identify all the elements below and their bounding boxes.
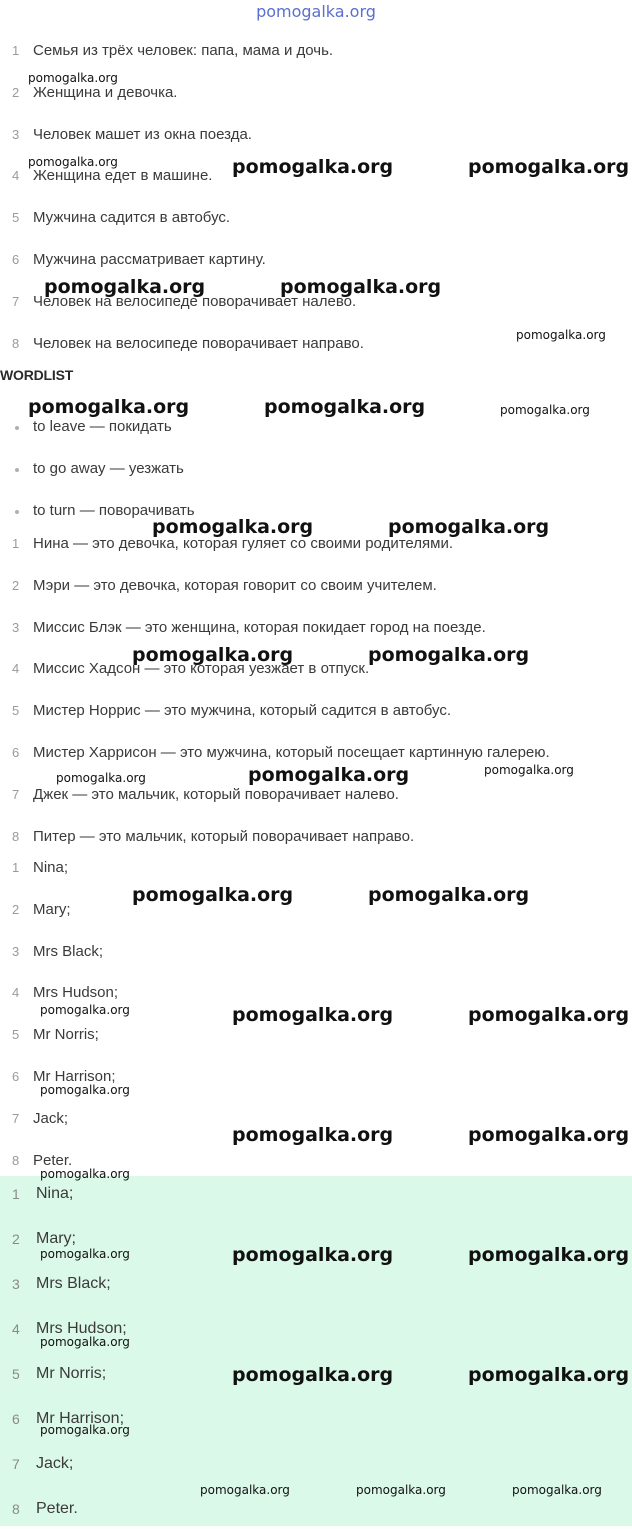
watermark: pomogalka.org bbox=[28, 396, 190, 418]
item-number: 3 bbox=[12, 943, 20, 959]
site-link[interactable]: pomogalka.org bbox=[256, 2, 376, 21]
item-text: Jack; bbox=[36, 1455, 74, 1472]
wordlist-heading: WORDLIST bbox=[0, 367, 74, 383]
list-item bbox=[0, 617, 632, 649]
list-item bbox=[0, 700, 632, 732]
item-text: Мужчина садится в автобус. bbox=[33, 209, 231, 227]
watermark: pomogalka.org bbox=[388, 516, 550, 538]
item-number: 5 bbox=[12, 1366, 20, 1382]
list-item bbox=[0, 124, 632, 156]
item-number: 2 bbox=[12, 901, 20, 917]
watermark: pomogalka.org bbox=[28, 155, 118, 169]
wordlist-text: to leave — покидать bbox=[33, 418, 172, 435]
watermark: pomogalka.org bbox=[484, 763, 574, 777]
item-text: Мэри — это девочка, которая говорит со своим учителем. bbox=[33, 576, 437, 594]
list-item bbox=[0, 207, 632, 239]
watermark: pomogalka.org bbox=[368, 644, 530, 666]
watermark: pomogalka.org bbox=[368, 884, 530, 906]
watermark: pomogalka.org bbox=[232, 156, 394, 178]
watermark: pomogalka.org bbox=[264, 396, 426, 418]
bullet-icon bbox=[15, 510, 19, 514]
item-text: Mrs Hudson; bbox=[33, 984, 119, 1002]
item-number: 7 bbox=[12, 1456, 20, 1472]
item-number: 8 bbox=[12, 335, 20, 351]
item-text: Мистер Харрисон — это мужчина, который посещает картинную галерею. bbox=[33, 744, 550, 761]
item-number: 6 bbox=[12, 252, 20, 267]
list-item bbox=[0, 941, 632, 973]
item-number: 2 bbox=[12, 1231, 20, 1247]
item-text: Mrs Hudson; bbox=[36, 1320, 127, 1337]
item-number: 4 bbox=[12, 985, 20, 1001]
item-text: Peter. bbox=[33, 1151, 73, 1169]
watermark: pomogalka.org bbox=[512, 1483, 602, 1497]
item-text: Mrs Black; bbox=[36, 1275, 111, 1292]
list-item bbox=[0, 40, 632, 72]
watermark: pomogalka.org bbox=[248, 764, 410, 786]
list-item bbox=[0, 1452, 632, 1484]
watermark: pomogalka.org bbox=[40, 1335, 130, 1349]
watermark: pomogalka.org bbox=[152, 516, 314, 538]
wordlist-text: to go away — уезжать bbox=[33, 460, 184, 477]
item-number: 2 bbox=[12, 84, 20, 100]
watermark: pomogalka.org bbox=[468, 1004, 630, 1026]
item-number: 4 bbox=[12, 661, 20, 677]
item-text: Mr Harrison; bbox=[36, 1410, 125, 1427]
item-text: Человек на велосипеде поворачивает налево. bbox=[33, 292, 357, 310]
item-text: Нина — это девочка, которая гуляет со своими родителями. bbox=[33, 535, 453, 552]
item-number: 8 bbox=[12, 1501, 20, 1517]
bullet-icon bbox=[15, 426, 19, 430]
list-item bbox=[0, 784, 632, 816]
item-number: 5 bbox=[12, 703, 20, 719]
item-number: 7 bbox=[12, 786, 20, 802]
item-number: 6 bbox=[12, 1069, 20, 1084]
watermark: pomogalka.org bbox=[232, 1004, 394, 1026]
item-text: Мужчина рассматривает картину. bbox=[33, 251, 266, 268]
watermark: pomogalka.org bbox=[468, 1124, 630, 1146]
item-number: 7 bbox=[12, 1110, 20, 1126]
item-text: Jack; bbox=[33, 1109, 69, 1127]
watermark: pomogalka.org bbox=[132, 644, 294, 666]
watermark: pomogalka.org bbox=[44, 276, 206, 298]
list-item bbox=[0, 82, 632, 114]
wordlist-item bbox=[0, 458, 632, 490]
item-text: Миссис Хадсон — это которая уезжает в отпуск. bbox=[33, 660, 370, 678]
item-text: Mary; bbox=[36, 1230, 76, 1247]
watermark: pomogalka.org bbox=[28, 71, 118, 85]
item-number: 5 bbox=[12, 210, 20, 226]
item-number: 6 bbox=[12, 1411, 20, 1427]
item-number: 1 bbox=[12, 860, 20, 875]
bullet-icon bbox=[15, 468, 19, 472]
item-text: Mr Harrison; bbox=[33, 1068, 116, 1085]
item-number: 3 bbox=[12, 1276, 20, 1292]
item-number: 8 bbox=[12, 828, 20, 844]
item-text: Женщина едет в машине. bbox=[33, 167, 213, 185]
item-number: 2 bbox=[12, 577, 20, 593]
watermark: pomogalka.org bbox=[56, 771, 146, 785]
watermark: pomogalka.org bbox=[40, 1083, 130, 1097]
item-text: Mr Norris; bbox=[36, 1365, 107, 1382]
watermark: pomogalka.org bbox=[500, 403, 590, 417]
watermark: pomogalka.org bbox=[468, 1244, 630, 1266]
item-text: Mrs Black; bbox=[33, 942, 104, 960]
watermark: pomogalka.org bbox=[468, 1364, 630, 1386]
watermark: pomogalka.org bbox=[40, 1423, 130, 1437]
list-item bbox=[0, 1182, 632, 1214]
item-text: Nina; bbox=[33, 859, 69, 876]
wordlist-item bbox=[0, 416, 632, 448]
item-number: 3 bbox=[12, 619, 20, 635]
list-item bbox=[0, 658, 632, 690]
item-number: 4 bbox=[12, 168, 20, 184]
watermark: pomogalka.org bbox=[200, 1483, 290, 1497]
wordlist-text: to turn — поворачивать bbox=[33, 502, 195, 519]
item-text: Питер — это мальчик, который поворачивает направо. bbox=[33, 827, 415, 845]
watermark: pomogalka.org bbox=[516, 328, 606, 342]
item-number: 8 bbox=[12, 1152, 20, 1168]
item-text: Человек машет из окна поезда. bbox=[33, 125, 252, 143]
item-text: Джек — это мальчик, который поворачивает налево. bbox=[33, 785, 399, 803]
item-number: 7 bbox=[12, 293, 20, 309]
list-item bbox=[0, 1024, 632, 1056]
list-item bbox=[0, 1272, 632, 1304]
item-text: Семья из трёх человек: папа, мама и дочь. bbox=[33, 42, 334, 59]
item-text: Человек на велосипеде поворачивает направо. bbox=[33, 334, 364, 352]
watermark: pomogalka.org bbox=[40, 1003, 130, 1017]
list-item bbox=[0, 857, 632, 889]
item-text: Peter. bbox=[36, 1500, 78, 1517]
list-item bbox=[0, 575, 632, 607]
watermark: pomogalka.org bbox=[468, 156, 630, 178]
item-number: 5 bbox=[12, 1027, 20, 1043]
item-text: Миссис Блэк — это женщина, которая покидает город на поезде. bbox=[33, 618, 486, 636]
item-text: Мистер Норрис — это мужчина, который садится в автобус. bbox=[33, 702, 452, 720]
list-item bbox=[0, 899, 632, 931]
item-number: 6 bbox=[12, 745, 20, 760]
item-number: 1 bbox=[12, 536, 20, 551]
item-text: Женщина и девочка. bbox=[33, 83, 178, 101]
item-text: Mary; bbox=[33, 900, 71, 918]
item-number: 4 bbox=[12, 1321, 20, 1337]
item-number: 3 bbox=[12, 126, 20, 142]
item-text: Mr Norris; bbox=[33, 1026, 99, 1044]
list-item bbox=[0, 826, 632, 858]
watermark: pomogalka.org bbox=[132, 884, 294, 906]
item-text: Nina; bbox=[36, 1185, 74, 1202]
list-item bbox=[0, 1497, 632, 1529]
watermark: pomogalka.org bbox=[232, 1124, 394, 1146]
watermark: pomogalka.org bbox=[40, 1167, 130, 1181]
item-number: 1 bbox=[12, 43, 20, 58]
watermark: pomogalka.org bbox=[232, 1364, 394, 1386]
watermark: pomogalka.org bbox=[356, 1483, 446, 1497]
watermark: pomogalka.org bbox=[280, 276, 442, 298]
watermark: pomogalka.org bbox=[232, 1244, 394, 1266]
watermark: pomogalka.org bbox=[40, 1247, 130, 1261]
item-number: 1 bbox=[12, 1186, 20, 1202]
